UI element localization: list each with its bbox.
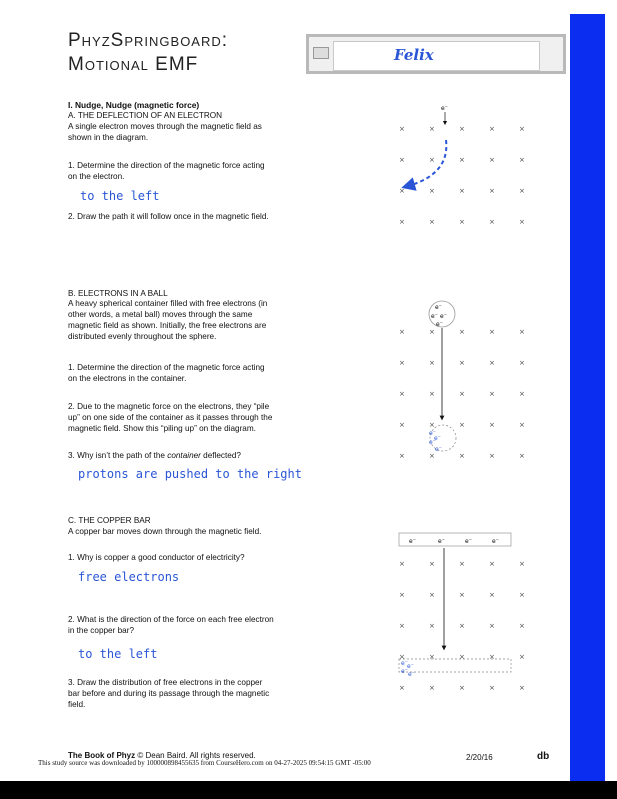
footer-book: The Book of Phyz (68, 751, 136, 760)
field-x-grid-a-0-2: × (459, 125, 465, 133)
field-x-grid-b-3-4: × (519, 421, 525, 429)
partA-q1-2: on the electron. (68, 172, 125, 181)
field-x-grid-a-1-3: × (489, 156, 495, 164)
field-x-grid-b-2-3: × (489, 390, 495, 398)
field-x-grid-c-1-2: × (459, 591, 465, 599)
footer-date: 2/20/16 (466, 753, 493, 762)
field-x-grid-a-3-2: × (459, 218, 465, 226)
partA-intro-2: shown in the diagram. (68, 133, 149, 142)
partB-q3-suffix: deflected? (200, 451, 241, 460)
field-x-grid-b-1-0: × (399, 359, 405, 367)
field-x-grid-c-2-3: × (489, 622, 495, 630)
partC-q3-2: bar before and during its passage through the magnetic (68, 689, 270, 698)
partA-title: A. THE DEFLECTION OF AN ELECTRON (68, 111, 223, 120)
partB-intro-4: distributed evenly throughout the sphere. (68, 332, 217, 341)
ball-electron-1: e⁻ (435, 304, 442, 311)
name-box (306, 34, 566, 74)
partB-q3 (68, 451, 241, 461)
name-field[interactable] (333, 41, 540, 71)
bar-electron-4: e⁻ (492, 538, 499, 545)
field-x-grid-a-2-3: × (489, 187, 495, 195)
field-x-grid-a-0-1: × (429, 125, 435, 133)
page-title-line1: PhyzSpringboard: (68, 30, 229, 51)
field-x-grid-a-0-0: × (399, 125, 405, 133)
field-x-grid-b-0-2: × (459, 328, 465, 336)
partB-q1-1: 1. Determine the direction of the magnetic force acting (68, 363, 265, 372)
field-x-grid-b-4-2: × (459, 452, 465, 460)
piled-electron-4: e⁻ (435, 446, 442, 453)
partC-q2-1: 2. What is the direction of the force on each free electron (68, 615, 274, 624)
bar-piled-electron-3: e⁻ (401, 668, 408, 675)
field-x-grid-c-0-1: × (429, 560, 435, 568)
student-name: Felix (394, 46, 434, 64)
partB-answer-3: protons are pushed to the right (78, 467, 302, 481)
field-x-grid-a-3-0: × (399, 218, 405, 226)
field-x-grid-c-3-4: × (519, 653, 525, 661)
footer-source: This study source was downloaded by 100000898455635 from CourseHero.com on 04-27-2025 09:54:15 GMT -05:00 (38, 759, 371, 767)
field-x-grid-c-4-1: × (429, 684, 435, 692)
section-heading: I. Nudge, Nudge (magnetic force) (68, 100, 200, 110)
partA-q2: 2. Draw the path it will follow once in the magnetic field. (68, 212, 269, 221)
field-x-grid-c-4-4: × (519, 684, 525, 692)
partC-q3-3: field. (68, 700, 86, 709)
field-x-grid-c-3-0: × (399, 653, 405, 661)
partC-q3-1: 3. Draw the distribution of free electrons in the copper (68, 678, 263, 687)
electron-label-a: e⁻ (441, 105, 448, 112)
piled-electron-3: e⁻ (429, 439, 436, 446)
field-x-grid-b-4-1: × (429, 452, 435, 460)
partB-q2-1: 2. Due to the magnetic force on the electrons, they “pile (68, 402, 270, 411)
field-x-grid-b-4-3: × (489, 452, 495, 460)
partC-title: C. THE COPPER BAR (68, 516, 151, 525)
field-x-grid-a-2-2: × (459, 187, 465, 195)
bar-electron-2: e⁻ (438, 538, 445, 545)
bar-electron-3: e⁻ (465, 538, 472, 545)
field-x-grid-b-2-2: × (459, 390, 465, 398)
partB-q3-italic: container (167, 451, 201, 460)
field-x-grid-b-1-1: × (429, 359, 435, 367)
field-x-grid-a-3-3: × (489, 218, 495, 226)
field-x-grid-b-2-0: × (399, 390, 405, 398)
bar-piled-electron-4: e⁻ (408, 671, 415, 678)
electron-path-drawn (408, 140, 446, 186)
right-blue-bar (570, 14, 605, 789)
field-x-grid-c-3-1: × (429, 653, 435, 661)
field-x-grid-c-4-0: × (399, 684, 405, 692)
field-x-grid-c-1-0: × (399, 591, 405, 599)
field-x-grid-c-4-2: × (459, 684, 465, 692)
partB-intro-1: A heavy spherical container filled with free electrons (in (68, 299, 268, 308)
magnetic-field-grid-c (399, 560, 525, 692)
partC-answer-2: to the left (78, 647, 158, 661)
partA-intro-1: A single electron moves through the magnetic field as (68, 122, 262, 131)
bottom-black-bar (0, 781, 617, 799)
ball-electron-3: e⁻ (440, 313, 447, 320)
field-x-grid-b-4-0: × (399, 452, 405, 460)
partB-q2-3: magnetic field. Show this “piling up” on the diagram. (68, 424, 256, 433)
piled-electron-2: e⁻ (434, 435, 441, 442)
partA-answer-1: to the left (80, 189, 160, 203)
field-x-grid-b-3-3: × (489, 421, 495, 429)
field-x-grid-b-0-0: × (399, 328, 405, 336)
field-x-grid-c-2-0: × (399, 622, 405, 630)
bar-piled-electron-1: e⁻ (401, 660, 408, 667)
field-x-grid-c-0-2: × (459, 560, 465, 568)
field-x-grid-b-1-2: × (459, 359, 465, 367)
partB-title: B. ELECTRONS IN A BALL (68, 289, 168, 298)
partC-intro: A copper bar moves down through the magnetic field. (68, 527, 262, 536)
field-x-grid-c-1-1: × (429, 591, 435, 599)
partC-answer-1: free electrons (78, 570, 180, 584)
field-x-grid-b-3-1: × (429, 421, 435, 429)
partA-q1-1: 1. Determine the direction of the magnetic force acting (68, 161, 265, 170)
field-x-grid-a-1-0: × (399, 156, 405, 164)
field-x-grid-b-1-4: × (519, 359, 525, 367)
field-x-grid-a-3-1: × (429, 218, 435, 226)
field-x-grid-c-2-1: × (429, 622, 435, 630)
footer-initials: db (537, 751, 550, 762)
field-x-grid-b-1-3: × (489, 359, 495, 367)
partC-q1: 1. Why is copper a good conductor of electricity? (68, 553, 245, 562)
partB-intro-2: other words, a metal ball) moves through the same (68, 310, 253, 319)
field-x-grid-b-3-2: × (459, 421, 465, 429)
field-x-grid-b-3-0: × (399, 421, 405, 429)
field-x-grid-c-0-4: × (519, 560, 525, 568)
partB-q3-prefix: 3. Why isn’t the path of the (68, 451, 168, 460)
page-title-line2: Motional EMF (68, 54, 199, 75)
field-diagrams (380, 96, 550, 706)
field-x-grid-b-2-1: × (429, 390, 435, 398)
field-x-grid-a-2-1: × (429, 187, 435, 195)
field-x-grid-a-3-4: × (519, 218, 525, 226)
piled-electron-1: e⁻ (429, 430, 436, 437)
bar-piled-electron-2: e⁻ (407, 663, 414, 670)
partC-q2-2: in the copper bar? (68, 626, 134, 635)
field-x-grid-a-2-4: × (519, 187, 525, 195)
field-x-grid-a-2-0: × (399, 187, 405, 195)
ball-electron-2: e⁻ (431, 313, 438, 320)
field-x-grid-b-0-3: × (489, 328, 495, 336)
ball-electron-4: e⁻ (436, 321, 443, 328)
field-x-grid-c-1-4: × (519, 591, 525, 599)
field-x-grid-a-1-4: × (519, 156, 525, 164)
field-x-grid-c-1-3: × (489, 591, 495, 599)
plug-icon (313, 47, 329, 59)
field-x-grid-a-1-2: × (459, 156, 465, 164)
field-x-grid-b-2-4: × (519, 390, 525, 398)
bar-electron-1: e⁻ (409, 538, 416, 545)
field-x-grid-c-3-2: × (459, 653, 465, 661)
partB-intro-3: magnetic field as shown. Initially, the free electrons are (68, 321, 267, 330)
field-x-grid-b-4-4: × (519, 452, 525, 460)
field-x-grid-b-0-4: × (519, 328, 525, 336)
partB-q1-2: on the electrons in the container. (68, 374, 187, 383)
field-x-grid-a-0-3: × (489, 125, 495, 133)
magnetic-field-grid-b (399, 328, 525, 460)
field-x-grid-a-0-4: × (519, 125, 525, 133)
magnetic-field-grid-a (399, 125, 525, 226)
field-x-grid-c-3-3: × (489, 653, 495, 661)
field-x-grid-c-0-3: × (489, 560, 495, 568)
field-x-grid-c-2-4: × (519, 622, 525, 630)
footer-rights: © Dean Baird. All rights reserved. (135, 751, 256, 760)
field-x-grid-c-4-3: × (489, 684, 495, 692)
field-x-grid-a-1-1: × (429, 156, 435, 164)
field-x-grid-b-0-1: × (429, 328, 435, 336)
field-x-grid-c-2-2: × (459, 622, 465, 630)
field-x-grid-c-0-0: × (399, 560, 405, 568)
partB-q2-2: up” on one side of the container as it passes through the (68, 413, 273, 422)
